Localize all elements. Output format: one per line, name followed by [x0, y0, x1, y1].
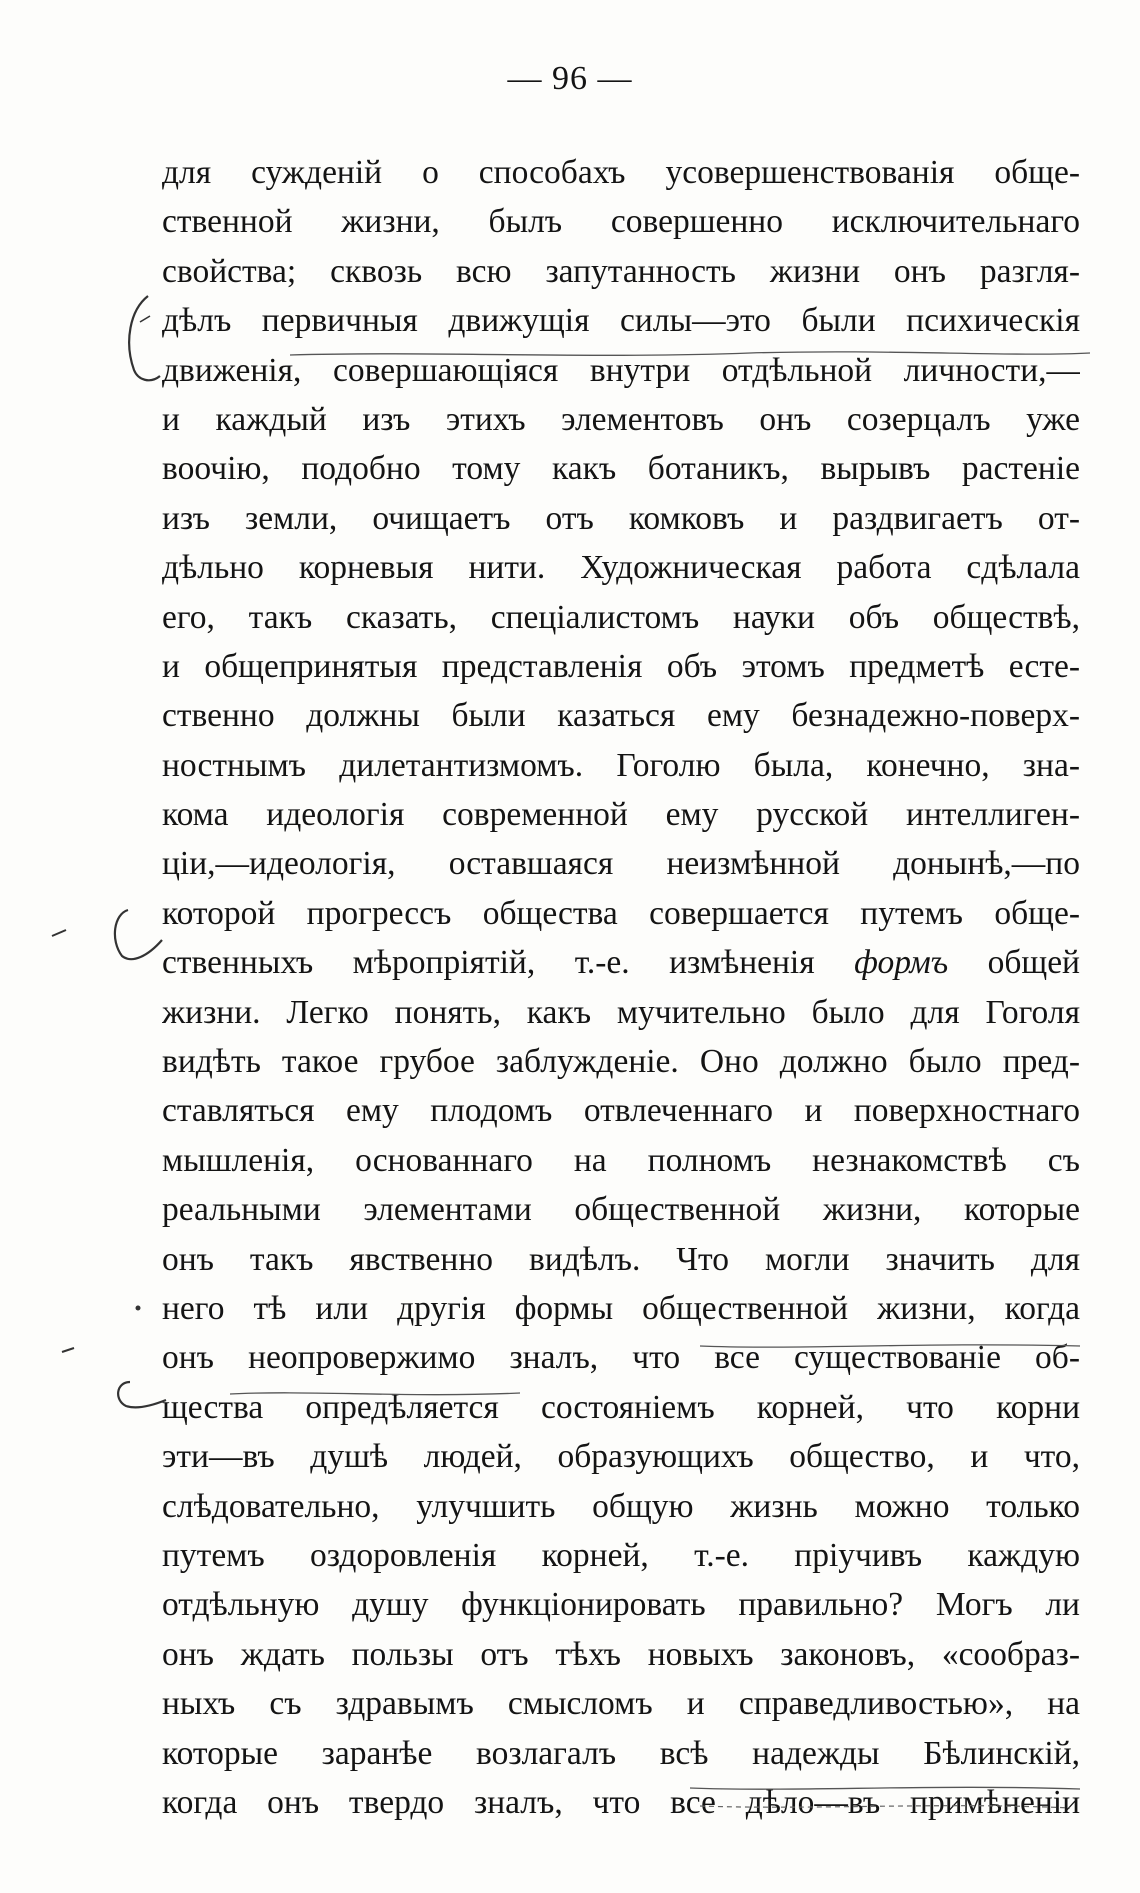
- text-line: [162, 1086, 1080, 1135]
- text-line-content: ціи,—идеологія, оставшаяся неизмѣнной донынѣ,—по: [162, 845, 1080, 883]
- page-number: — 96 —: [507, 60, 633, 97]
- italic-word: формъ: [854, 944, 949, 982]
- text-line-content: свойства; сквозь всю запутанность жизни онъ разгля-: [162, 252, 1080, 290]
- text-line-content: которой прогрессъ общества совершается путемъ обще-: [162, 894, 1080, 932]
- text-line-content: мышленія, основаннаго на полномъ незнакомствѣ съ: [162, 1141, 1080, 1179]
- text-line: [162, 346, 1080, 395]
- text-line: [162, 247, 1080, 296]
- text-line: [162, 1580, 1080, 1629]
- text-line: [162, 296, 1080, 345]
- text-line-content: путемъ оздоровленія корней, т.-е. пріучивъ каждую: [162, 1536, 1080, 1574]
- text-line-content: онъ неопровержимо зналъ, что все существованіе об-: [162, 1339, 1080, 1377]
- text-line-content: щества опредѣляется состояніемъ корней, что корни: [162, 1388, 1080, 1426]
- text-line-content: видѣть такое грубое заблужденіе. Оно должно было пред-: [162, 1043, 1080, 1081]
- text-line: [162, 1778, 1080, 1827]
- text-line-content: жизни. Легко понять, какъ мучительно было для Гоголя: [162, 993, 1080, 1031]
- text-line: [162, 1482, 1080, 1531]
- text-line: [162, 1235, 1080, 1284]
- text-line-content: реальными элементами общественной жизни, которые: [162, 1191, 1080, 1229]
- text-line-content: ственныхъ мѣропріятій, т.-е. измѣненія формъ общей: [162, 944, 1080, 982]
- text-line: [162, 642, 1080, 691]
- margin-mark-3: [60, 1300, 170, 1420]
- text-line: [162, 938, 1080, 987]
- text-line: [162, 741, 1080, 790]
- text-line-content: ставляться ему плодомъ отвлеченнаго и поверхностнаго: [162, 1092, 1080, 1130]
- body-text: [162, 148, 1080, 1827]
- text-line: [162, 988, 1080, 1037]
- text-line: [162, 148, 1080, 197]
- text-line-content: ныхъ съ здравымъ смысломъ и справедливостью», на: [162, 1685, 1080, 1723]
- text-line-content: дѣльно корневыя нити. Художническая работа сдѣлала: [162, 549, 1080, 587]
- margin-mark-2: [48, 900, 168, 970]
- text-line: [162, 839, 1080, 888]
- text-line: [162, 1037, 1080, 1086]
- text-line-content: изъ земли, очищаетъ отъ комковъ и раздвигаетъ от-: [162, 499, 1080, 537]
- text-line-content: онъ такъ явственно видѣлъ. Что могли значить для: [162, 1240, 1080, 1278]
- text-line-content: слѣдовательно, улучшить общую жизнь можно только: [162, 1487, 1080, 1525]
- text-line-content: воочію, подобно тому какъ ботаникъ, вырывъ растеніе: [162, 450, 1080, 488]
- text-line-content: и каждый изъ этихъ элементовъ онъ созерцалъ уже: [162, 400, 1080, 438]
- text-line: [162, 1729, 1080, 1778]
- text-line: [162, 790, 1080, 839]
- text-line: [162, 1136, 1080, 1185]
- text-line-content: кома идеологія современной ему русской интеллиген-: [162, 796, 1080, 834]
- text-line: [162, 197, 1080, 246]
- text-line-content: его, такъ сказать, спеціалистомъ науки объ обществѣ,: [162, 598, 1080, 636]
- text-line: [162, 1284, 1080, 1333]
- text-line: [162, 1333, 1080, 1382]
- text-line: [162, 395, 1080, 444]
- text-line-content: эти—въ душѣ людей, образующихъ общество, и что,: [162, 1438, 1080, 1476]
- text-line: [162, 543, 1080, 592]
- text-line: [162, 1630, 1080, 1679]
- text-line-content: которые заранѣе возлагалъ всѣ надежды Бѣлинскій,: [162, 1734, 1080, 1772]
- text-line-content: него тѣ или другія формы общественной жизни, когда: [162, 1289, 1080, 1327]
- text-line-content: движенія, совершающіяся внутри отдѣльной личности,—: [162, 351, 1080, 389]
- text-line: [162, 889, 1080, 938]
- text-line-content: ственной жизни, былъ совершенно исключительнаго: [162, 203, 1080, 241]
- text-line: [162, 593, 1080, 642]
- text-line: [162, 1185, 1080, 1234]
- text-line-content: ностнымъ дилетантизмомъ. Гоголю была, конечно, зна-: [162, 746, 1080, 784]
- text-line: [162, 444, 1080, 493]
- text-line-content: для сужденій о способахъ усовершенствованія обще-: [162, 154, 1080, 191]
- text-line: [162, 1432, 1080, 1481]
- text-line: [162, 494, 1080, 543]
- text-line: [162, 691, 1080, 740]
- text-line-content: и общепринятыя представленія объ этомъ предметѣ есте-: [162, 647, 1080, 685]
- text-line-content: ственно должны были казаться ему безнадежно-поверх-: [162, 697, 1080, 735]
- text-line-content: онъ ждать пользы отъ тѣхъ новыхъ законовъ, «сообраз-: [162, 1635, 1080, 1673]
- text-line: [162, 1679, 1080, 1728]
- text-line: [162, 1383, 1080, 1432]
- text-line-content: отдѣльную душу функціонировать правильно? Могъ ли: [162, 1586, 1080, 1624]
- text-line: [162, 1531, 1080, 1580]
- text-line-content: дѣлъ первичныя движущія силы—это были психическія: [162, 302, 1080, 340]
- text-line-content: когда онъ твердо зналъ, что все дѣло—въ примѣненіи: [162, 1783, 1080, 1821]
